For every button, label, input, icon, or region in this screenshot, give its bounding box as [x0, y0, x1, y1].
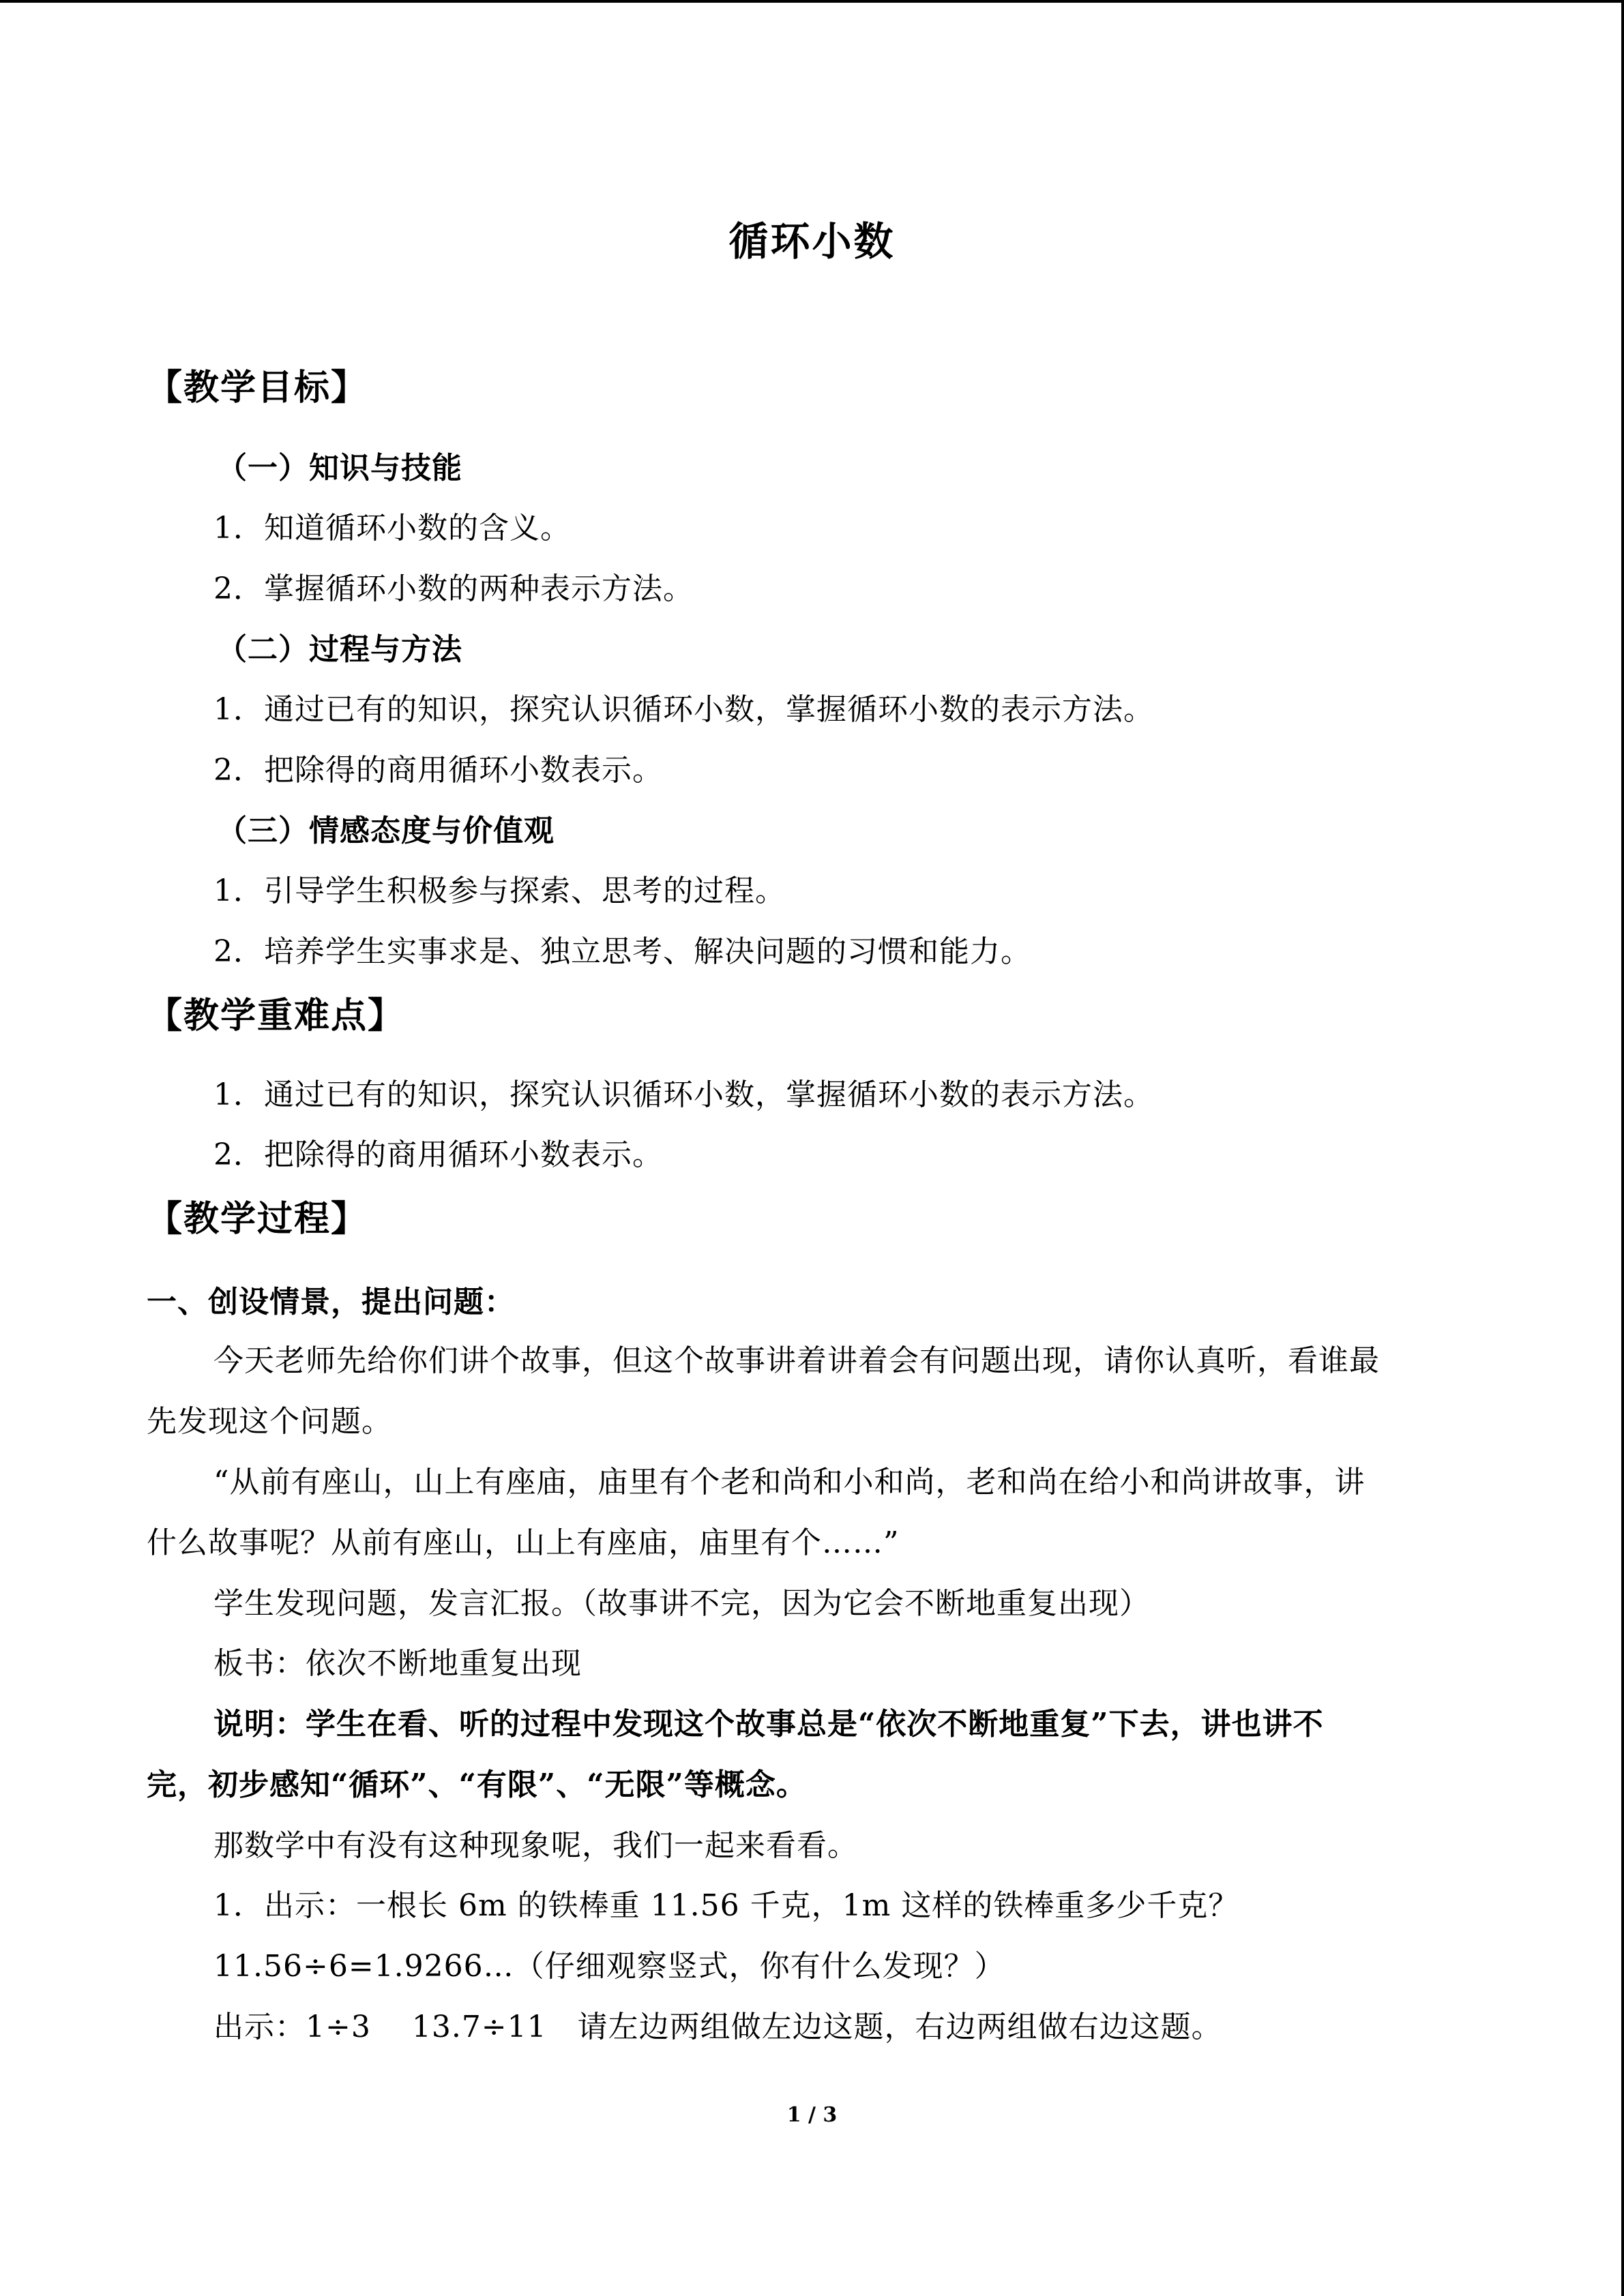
- subheading-knowledge: （一）知识与技能: [217, 451, 462, 486]
- section-heading-objectives: 【教学目标】: [147, 367, 368, 408]
- note-line: 说明：学生在看、听的过程中发现这个故事总是“依次不断地重复”下去，讲也讲不: [213, 1707, 1324, 1742]
- key-point-item: 1．通过已有的知识，探究认识循环小数，掌握循环小数的表示方法。: [213, 1077, 1154, 1112]
- paragraph-line: 学生发现问题，发言汇报。（故事讲不完，因为它会不断地重复出现）: [213, 1586, 1150, 1621]
- key-point-item: 2．把除得的商用循环小数表示。: [213, 1137, 663, 1172]
- note-line: 完，初步感知“循环”、“有限”、“无限”等概念。: [147, 1768, 807, 1802]
- section-heading-process: 【教学过程】: [147, 1198, 368, 1240]
- objective-item: 2．把除得的商用循环小数表示。: [213, 753, 663, 788]
- page-number: 1 / 3: [786, 2103, 838, 2127]
- paragraph-line: 先发现这个问题。: [147, 1404, 392, 1439]
- objective-item: 1．引导学生积极参与探索、思考的过程。: [213, 874, 786, 908]
- paragraph-line: 1．出示：一根长 6m 的铁棒重 11.56 千克，1m 这样的铁棒重多少千克？: [213, 1888, 1239, 1923]
- paragraph-line: “从前有座山，山上有座庙，庙里有个老和尚和小和尚，老和尚在给小和尚讲故事，讲: [213, 1465, 1365, 1500]
- paragraph-line: 今天老师先给你们讲个故事，但这个故事讲着讲着会有问题出现，请你认真听，看谁最: [213, 1343, 1380, 1378]
- objective-item: 1．知道循环小数的含义。: [213, 511, 571, 546]
- objective-item: 2．培养学生实事求是、独立思考、解决问题的习惯和能力。: [213, 934, 1031, 969]
- section-heading-key-points: 【教学重难点】: [147, 995, 405, 1037]
- paragraph-line: 什么故事呢？从前有座山，山上有座庙，庙里有个……”: [147, 1525, 900, 1560]
- objective-item: 2．掌握循环小数的两种表示方法。: [213, 571, 694, 606]
- paragraph-line: 板书：依次不断地重复出现: [213, 1646, 582, 1681]
- subheading-process: （二）过程与方法: [217, 632, 462, 667]
- paragraph-line: 出示：1÷3 13.7÷11 请左边两组做左边这题，右边两组做右边这题。: [213, 2010, 1222, 2044]
- paragraph-line: 11.56÷6=1.9266…（仔细观察竖式，你有什么发现？）: [213, 1949, 1005, 1984]
- subheading-attitude: （三）情感态度与价值观: [217, 814, 555, 848]
- paragraph-line: 那数学中有没有这种现象呢，我们一起来看看。: [213, 1828, 858, 1863]
- part-heading: 一、创设情景，提出问题：: [147, 1285, 515, 1320]
- objective-item: 1．通过已有的知识，探究认识循环小数，掌握循环小数的表示方法。: [213, 692, 1154, 727]
- document-title: 循环小数: [728, 218, 896, 265]
